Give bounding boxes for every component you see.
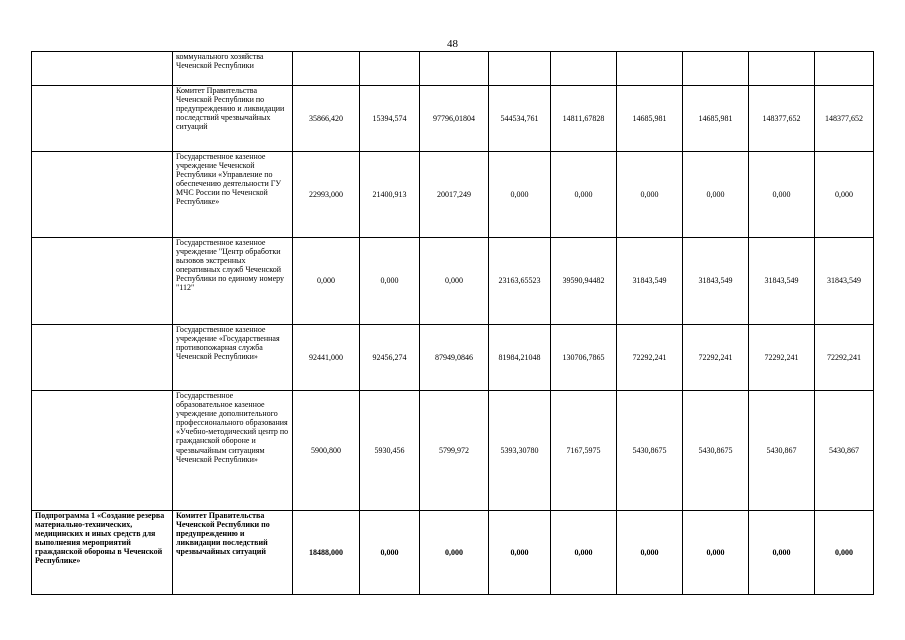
value-cell: 544534,761 (489, 86, 551, 152)
executor-cell: Государственное казенное учреждение Чеченской Республики «Управление по обеспечению деятельности ГУ МЧС России по Чеченской Республике» (173, 152, 293, 238)
value-cell (293, 52, 360, 86)
value-cell (617, 52, 683, 86)
value-cell (749, 52, 815, 86)
value-cell: 7167,5975 (551, 391, 617, 511)
value-cell: 148377,652 (815, 86, 874, 152)
program-cell (32, 86, 173, 152)
value-cell: 14685,981 (683, 86, 749, 152)
value-cell: 21400,913 (360, 152, 420, 238)
value-cell: 72292,241 (683, 325, 749, 391)
program-cell (32, 325, 173, 391)
value-cell: 14811,67828 (551, 86, 617, 152)
value-cell: 0,000 (749, 152, 815, 238)
value-cell: 0,000 (489, 152, 551, 238)
program-cell (32, 152, 173, 238)
executor-cell: Комитет Правительства Чеченской Республики по предупреждению и ликвидации последствий чрезвычайных ситуаций (173, 511, 293, 595)
value-cell: 5430,8675 (617, 391, 683, 511)
executor-cell: Комитет Правительства Чеченской Республики по предупреждению и ликвидации последствий чрезвычайных ситуаций (173, 86, 293, 152)
value-cell: 20017,249 (420, 152, 489, 238)
value-cell: 92441,000 (293, 325, 360, 391)
value-cell: 5930,456 (360, 391, 420, 511)
program-cell (32, 238, 173, 325)
program-cell: Подпрограмма 1 «Создание резерва материально-технических, медицинских и иных средств для выполнения мероприятий гражданской обороны в Чеченской Республике» (32, 511, 173, 595)
value-cell: 5430,867 (749, 391, 815, 511)
value-cell: 92456,274 (360, 325, 420, 391)
value-cell: 31843,549 (815, 238, 874, 325)
table-row (32, 391, 874, 511)
value-cell: 15394,574 (360, 86, 420, 152)
value-cell: 87949,0846 (420, 325, 489, 391)
executor-cell: Государственное казенное учреждение "Центр обработки вызовов экстренных оперативных служб Чеченской Республики по единому номеру "112" (173, 238, 293, 325)
value-cell: 5430,867 (815, 391, 874, 511)
value-cell (489, 52, 551, 86)
value-cell: 31843,549 (749, 238, 815, 325)
value-cell: 72292,241 (815, 325, 874, 391)
value-cell: 130706,7865 (551, 325, 617, 391)
value-cell: 35866,420 (293, 86, 360, 152)
value-cell: 5393,30780 (489, 391, 551, 511)
value-cell: 0,000 (551, 511, 617, 595)
table-row (32, 238, 874, 325)
value-cell: 0,000 (293, 238, 360, 325)
value-cell: 39590,94482 (551, 238, 617, 325)
page-number: 48 (447, 38, 458, 50)
budget-table (31, 51, 874, 595)
program-cell (32, 52, 173, 86)
table-row (32, 325, 874, 391)
value-cell: 0,000 (360, 238, 420, 325)
value-cell: 23163,65523 (489, 238, 551, 325)
value-cell: 18488,000 (293, 511, 360, 595)
value-cell: 22993,000 (293, 152, 360, 238)
value-cell: 0,000 (815, 511, 874, 595)
value-cell: 31843,549 (617, 238, 683, 325)
value-cell (360, 52, 420, 86)
value-cell: 5799,972 (420, 391, 489, 511)
value-cell: 0,000 (360, 511, 420, 595)
value-cell (683, 52, 749, 86)
value-cell: 0,000 (420, 511, 489, 595)
value-cell: 148377,652 (749, 86, 815, 152)
value-cell: 81984,21048 (489, 325, 551, 391)
value-cell: 14685,981 (617, 86, 683, 152)
value-cell (815, 52, 874, 86)
value-cell: 0,000 (551, 152, 617, 238)
value-cell: 0,000 (749, 511, 815, 595)
value-cell: 5900,800 (293, 391, 360, 511)
table-body (32, 52, 874, 595)
value-cell: 0,000 (683, 511, 749, 595)
value-cell: 0,000 (420, 238, 489, 325)
table-row (32, 52, 874, 86)
table-row (32, 511, 874, 595)
value-cell (551, 52, 617, 86)
value-cell: 0,000 (617, 511, 683, 595)
value-cell: 97796,01804 (420, 86, 489, 152)
value-cell: 0,000 (617, 152, 683, 238)
value-cell: 72292,241 (749, 325, 815, 391)
value-cell: 0,000 (489, 511, 551, 595)
value-cell: 0,000 (683, 152, 749, 238)
executor-cell: коммунального хозяйства Чеченской Республики (173, 52, 293, 86)
value-cell: 0,000 (815, 152, 874, 238)
value-cell: 5430,8675 (683, 391, 749, 511)
value-cell (420, 52, 489, 86)
table-row (32, 152, 874, 238)
table-row (32, 86, 874, 152)
value-cell: 72292,241 (617, 325, 683, 391)
program-cell (32, 391, 173, 511)
value-cell: 31843,549 (683, 238, 749, 325)
executor-cell: Государственное казенное учреждение «Государственная противопожарная служба Чеченской Республики» (173, 325, 293, 391)
executor-cell: Государственное образовательное казенное учреждение дополнительного профессионального образования «Учебно-методический центр по гражданской обороне и чрезвычайным ситуациям Чеченской Республики» (173, 391, 293, 511)
